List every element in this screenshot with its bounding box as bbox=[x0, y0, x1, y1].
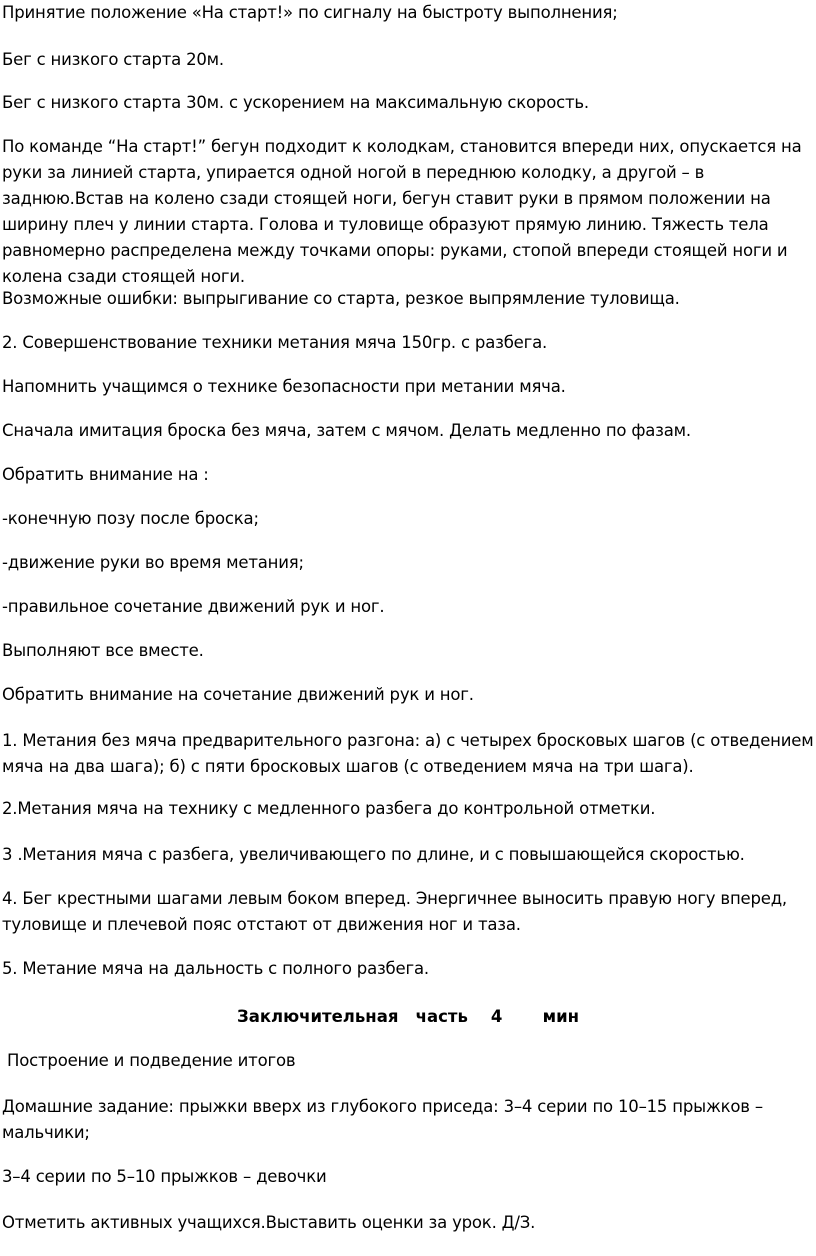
paragraph-exercise-5: 5. Метание мяча на дальность с полного разбега. bbox=[2, 959, 429, 978]
paragraph-summary: Построение и подведение итогов bbox=[2, 1051, 296, 1070]
paragraph-low-start-30m: Бег с низкого старта 30м. с ускорением на максимальную скорость. bbox=[2, 93, 589, 112]
paragraph-all-together: Выполняют все вместе. bbox=[2, 641, 204, 660]
paragraph-possible-errors: Возможные ошибки: выпрыгивание со старта, резкое выпрямление туловища. bbox=[2, 289, 680, 308]
paragraph-homework-girls: 3–4 серии по 5–10 прыжков – девочки bbox=[2, 1167, 327, 1186]
paragraph-exercise-3: 3 .Метания мяча с разбега, увеличивающего по длине, и с повышающейся скоростью. bbox=[2, 845, 745, 864]
list-item-arm-leg-combination: -правильное сочетание движений рук и ног. bbox=[2, 597, 385, 616]
paragraph-attention-on: Обратить внимание на : bbox=[2, 465, 209, 484]
paragraph-exercise-4: 4. Бег крестными шагами левым боком вперед. Энергичнее выносить правую ногу вперед, туловище и плечевой пояс отстают от движения ног и таза. bbox=[2, 889, 787, 934]
paragraph-low-start-20m: Бег с низкого старта 20м. bbox=[2, 50, 224, 69]
paragraph-start-command-description: По команде “На старт!” бегун подходит к колодкам, становится впереди них, опускается на руки за линией старта, упирается одной ногой в переднюю колодку, а другой – в заднюю.Встав на колено сзади стоящей ноги, бегун ставит руки в прямом положении на ширину плеч у линии старта. Голова и туловище образуют прямую линию. Тяжесть тела равномерно распределена между точками опоры: руками, стопой впереди стоящей ноги и колена сзади стоящей ноги. bbox=[2, 137, 802, 286]
list-item-arm-movement: -движение руки во время метания; bbox=[2, 553, 304, 572]
paragraph-start-position: Принятие положение «На старт!» по сигналу на быстроту выполнения; bbox=[2, 3, 618, 22]
list-item-final-pose: -конечную позу после броска; bbox=[2, 509, 259, 528]
paragraph-exercise-1: 1. Метания без мяча предварительного разгона: а) с четырех бросковых шагов (с отведением мяча на два шага); б) с пяти бросковых шагов (с отведением мяча на три шага). bbox=[2, 731, 814, 776]
final-part-heading: Заключительная часть 4 мин bbox=[236, 1007, 580, 1026]
paragraph-grades: Отметить активных учащихся.Выставить оценки за урок. Д/З. bbox=[2, 1213, 536, 1232]
paragraph-homework-boys: Домашние задание: прыжки вверх из глубокого приседа: 3–4 серии по 10–15 прыжков – мальчики; bbox=[2, 1097, 763, 1142]
paragraph-safety-reminder: Напомнить учащимся о технике безопасности при метании мяча. bbox=[2, 377, 566, 396]
paragraph-imitation: Сначала имитация броска без мяча, затем с мячом. Делать медленно по фазам. bbox=[2, 421, 691, 440]
paragraph-exercise-2: 2.Метания мяча на технику с медленного разбега до контрольной отметки. bbox=[2, 799, 656, 818]
paragraph-attention-combination: Обратить внимание на сочетание движений рук и ног. bbox=[2, 685, 474, 704]
paragraph-throwing-technique: 2. Совершенствование техники метания мяча 150гр. с разбега. bbox=[2, 333, 548, 352]
